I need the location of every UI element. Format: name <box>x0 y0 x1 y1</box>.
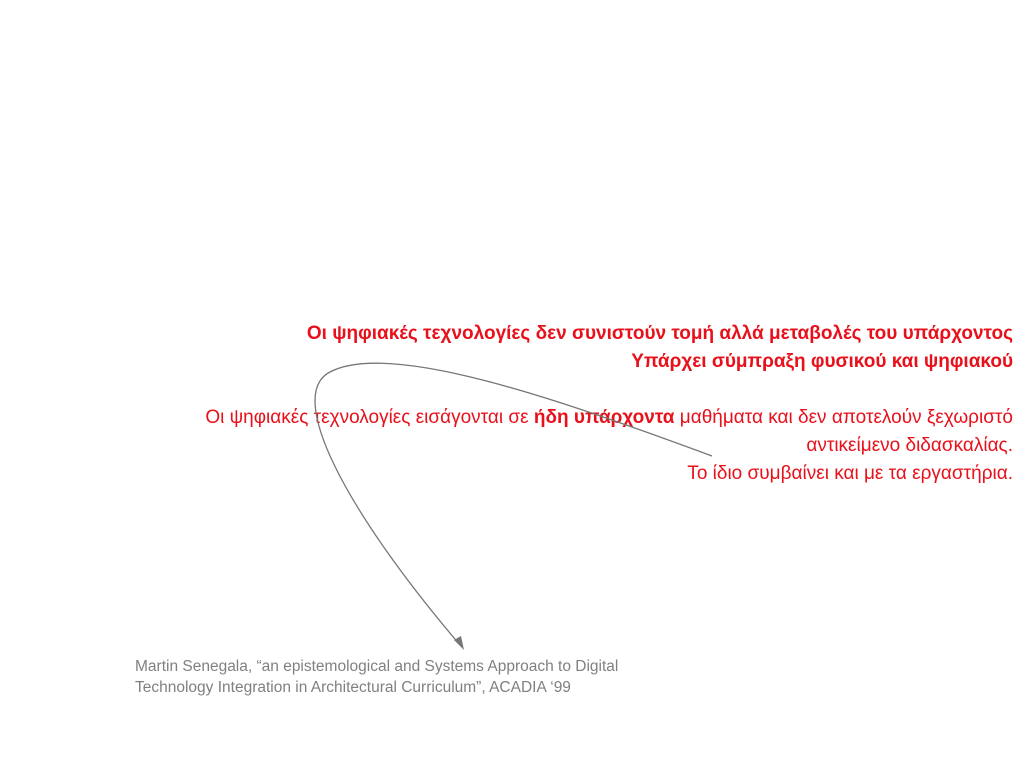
body-line-1-start: Οι ψηφιακές τεχνολογίες εισάγονται σε <box>205 407 534 428</box>
citation-line-1: Martin Senegala, “an epistemological and Systems Approach to Digital <box>135 658 619 675</box>
paragraph-spacer <box>23 376 1013 404</box>
arrow-head <box>454 636 464 650</box>
body-line-2: αντικείμενο διδασκαλίας. <box>806 435 1013 456</box>
body-line-3: Το ίδιο συμβαίνει και με τα εργαστήρια. <box>687 463 1013 484</box>
body-line-1-end: μαθήματα και δεν αποτελούν ξεχωριστό <box>674 407 1013 428</box>
citation-block <box>135 656 735 698</box>
citation-line-2: Technology Integration in Architectural Curriculum”, ACADIA ‘99 <box>135 679 571 696</box>
body-line-1 <box>23 404 1013 432</box>
headline-2: Υπάρχει σύμπραξη φυσικού και ψηφιακού <box>631 351 1013 372</box>
headline-1: Οι ψηφιακές τεχνολογίες δεν συνιστούν τομή αλλά μεταβολές του υπάρχοντος <box>306 323 1013 344</box>
body-line-1-emphasis: ήδη υπάρχοντα <box>533 407 675 428</box>
slide-main-text <box>23 320 1013 488</box>
